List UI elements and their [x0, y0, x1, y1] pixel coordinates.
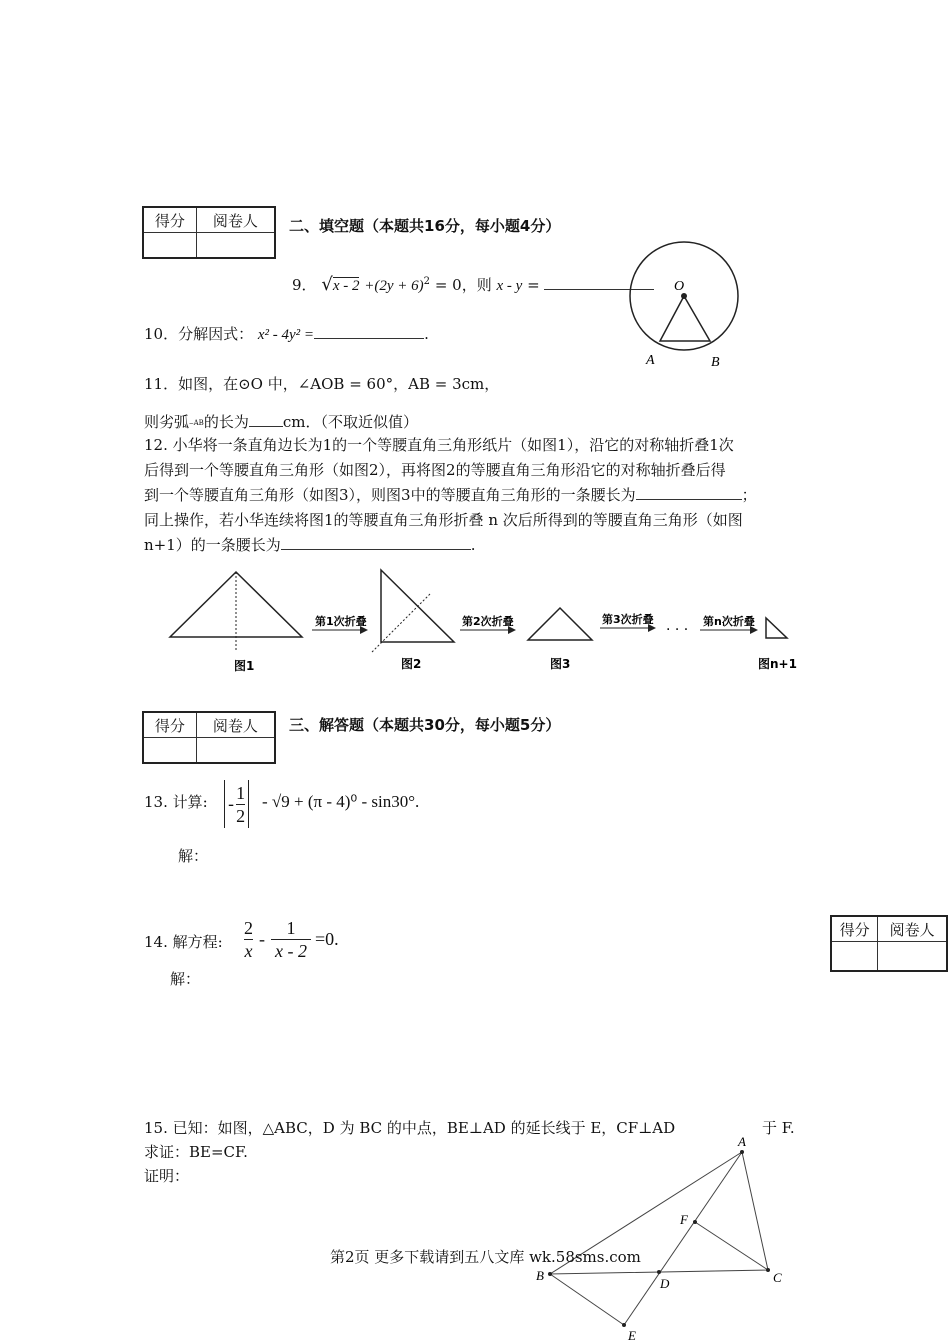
- score-cell: [143, 233, 196, 259]
- tri-label-b: B: [536, 1268, 544, 1283]
- label-b: B: [711, 355, 720, 370]
- score-label: 得分: [143, 712, 196, 738]
- q15-line1: 15. 已知：如图，△ABC，D 为 BC 的中点，BE⊥AD 的延长线于 E，CF⊥AD: [144, 1119, 676, 1137]
- grader-cell: [878, 942, 947, 972]
- q13-label: 计算:: [172, 793, 208, 811]
- fig-label-2: 图2: [401, 657, 422, 671]
- score-label: 得分: [143, 207, 196, 233]
- q14-n2: 1: [271, 917, 311, 940]
- q14-solve: 解：: [170, 970, 201, 988]
- score-label: 得分: [831, 916, 878, 942]
- circle-figure: [620, 238, 750, 373]
- arrow-label-2: 第2次折叠: [462, 615, 514, 628]
- arrow-label-n: 第n次折叠: [703, 615, 755, 628]
- q13: [144, 790, 208, 814]
- score-box-2: [142, 711, 276, 764]
- q11-blank: [249, 426, 283, 427]
- q9-expr-c: = 0，则: [434, 276, 492, 294]
- q12-line5: [144, 533, 476, 557]
- grader-cell: [196, 233, 275, 259]
- q9-sqrt: x - 2: [332, 278, 360, 294]
- fig-label-1: 图1: [234, 659, 255, 673]
- q13-rest: - √9 + (π - 4)⁰ - sin30°.: [262, 792, 420, 811]
- label-a: A: [646, 353, 655, 368]
- fig-label-n: 图n+1: [758, 657, 797, 671]
- q9-expr-d: x - y: [496, 278, 523, 294]
- q13-frac-den: 2: [236, 805, 246, 826]
- q13-neg: -: [228, 793, 235, 815]
- section2-title: 二、填空题（本题共16分，每小题4分）: [289, 217, 561, 235]
- q12-line4: 同上操作，若小华连续将图1的等腰直角三角形折叠 n 次后所得到的等腰直角三角形（如图: [144, 511, 743, 529]
- grader-cell: [196, 738, 275, 764]
- q14-expr: [244, 917, 339, 962]
- tri-label-e: E: [628, 1328, 636, 1342]
- q10-expr: x² - 4y² =: [257, 327, 315, 343]
- q9: 9． $√x - 2 +(2y + 6)^2 = 0$，则 x - y =: [292, 270, 654, 298]
- q11-line1: 11．如图，在⊙O 中，∠AOB = 60°，AB = 3cm，: [144, 375, 500, 393]
- q11-unit: cm．（不取近似值）: [282, 413, 418, 431]
- q10-blank: [314, 338, 424, 339]
- q13-frac-num: 1: [236, 782, 246, 803]
- fig-label-3: 图3: [550, 657, 571, 671]
- grader-label: 阅卷人: [196, 207, 275, 233]
- q12-line2: 后得到一个等腰直角三角形（如图2），再将图2的等腰直角三角形沿它的对称轴折叠后得: [144, 461, 726, 479]
- q14-frac1: [244, 917, 253, 962]
- q10-text: 10．分解因式：: [144, 325, 254, 343]
- q10: [144, 322, 429, 347]
- q11-arc-label: 则劣弧: [144, 413, 190, 431]
- q14-d1: x: [244, 941, 253, 961]
- arrow-label-3: 第3次折叠: [602, 613, 654, 626]
- tri-label-d: D: [660, 1276, 670, 1291]
- q14-n1: 2: [244, 918, 253, 938]
- q13-frac: [236, 782, 245, 827]
- q12-line3-end: ；: [741, 486, 757, 504]
- q12-line3-text: 到一个等腰直角三角形（如图3），则图3中的等腰直角三角形的一条腰长为: [144, 486, 636, 504]
- score-cell: [143, 738, 196, 764]
- q14-end: =0.: [315, 929, 339, 949]
- page-footer: 第2页 更多下载请到五八文库 wk.58sms.com: [330, 1248, 641, 1266]
- q12-line3: [144, 483, 757, 507]
- q12-line1: 12. 小华将一条直角边长为1的一个等腰直角三角形纸片（如图1），沿它的对称轴折叠1次: [144, 436, 734, 454]
- q13-solve: 解：: [178, 847, 209, 865]
- q14-d2: x - 2: [275, 941, 307, 961]
- q14: [144, 930, 223, 954]
- q11-line2: 则劣弧⌢AB的长为 cm．（不取近似值）: [144, 413, 418, 431]
- tri-label-f: F: [680, 1212, 688, 1227]
- grader-label: 阅卷人: [878, 916, 947, 942]
- score-box-1: [142, 206, 276, 259]
- tri-label-c: C: [773, 1270, 782, 1285]
- section3-title: 三、解答题（本题共30分，每小题5分）: [289, 716, 561, 734]
- q12-line5-text: n+1）的一条腰长为: [144, 536, 281, 554]
- ellipsis: · · ·: [666, 622, 689, 638]
- q12-blank2: [281, 549, 471, 550]
- tri-label-a: A: [738, 1134, 746, 1149]
- q15-line2: 求证：BE=CF.: [144, 1143, 248, 1161]
- triangle-figure: [530, 1128, 800, 1342]
- q15-line1b: 于 F.: [762, 1119, 795, 1137]
- q12-line5-end: .: [470, 536, 476, 554]
- q14-label: 解方程:: [172, 933, 223, 951]
- q13-num: 13.: [144, 793, 168, 811]
- q14-minus: -: [259, 929, 265, 949]
- q9-expr-b: +(2y + 6): [364, 278, 424, 294]
- fold-figure: [160, 562, 810, 678]
- label-o: O: [674, 279, 685, 294]
- q9-num: 9．: [292, 276, 317, 294]
- q11-length-label: 的长为: [203, 413, 249, 431]
- q13-abs: [224, 780, 249, 828]
- q14-num: 14.: [144, 933, 168, 951]
- q14-frac2: [271, 917, 311, 962]
- q15-line3: 证明：: [144, 1167, 190, 1185]
- q9-expr-e: =: [527, 276, 540, 294]
- score-box-3: [830, 915, 948, 972]
- arrow-label-1: 第1次折叠: [315, 615, 367, 628]
- score-cell: [831, 942, 878, 972]
- q12-blank1: [636, 499, 742, 500]
- q10-end: .: [424, 325, 429, 343]
- grader-label: 阅卷人: [196, 712, 275, 738]
